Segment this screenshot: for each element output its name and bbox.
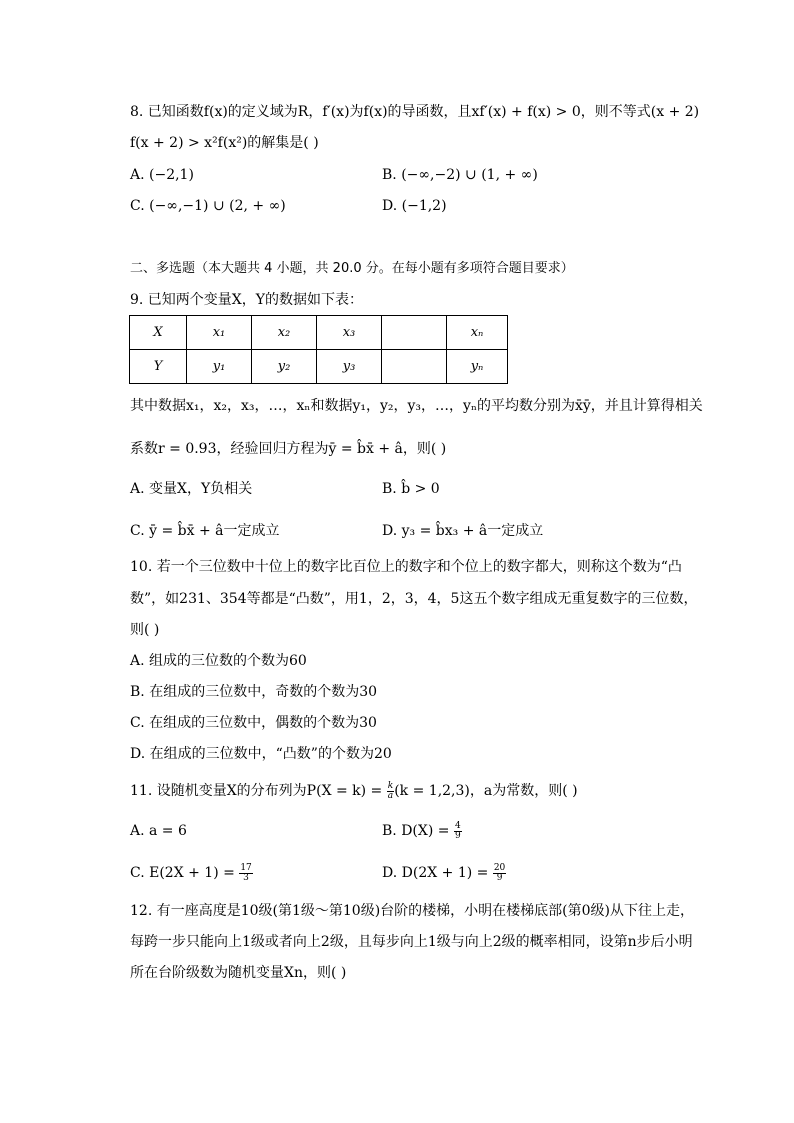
q8-option-d: D. (−1,2) (382, 198, 447, 214)
table-cell: y₁ (187, 350, 252, 384)
q8-stem-line2: f(x + 2) > x²f(x²)的解集是( ) (130, 135, 319, 151)
table-cell: x₂ (252, 316, 317, 350)
q12-stem-line2: 每跨一步只能向上1级或者向上2级，且每步向上1级与向上2级的概率相同，设第n步后小明 (130, 934, 693, 950)
table-cell: y₂ (252, 350, 317, 384)
q8-option-c: C. (−∞,−1) ∪ (2, + ∞) (130, 198, 286, 214)
table-cell (382, 350, 447, 384)
q10-stem-line3: 则( ) (130, 622, 160, 638)
q9-option-d: D. y₃ = b̂x₃ + â一定成立 (382, 523, 544, 539)
q11-option-c (130, 863, 253, 883)
table-row-y (130, 350, 508, 384)
q10-stem-line1: 10. 若一个三位数中十位上的数字比百位上的数字和个位上的数字都大，则称这个数为“凸 (130, 559, 682, 575)
q8-option-a: A. (−2,1) (130, 167, 194, 183)
q12-stem-line3: 所在台阶级数为随机变量Xn，则( ) (130, 965, 347, 981)
table-cell: xₙ (447, 316, 508, 350)
q11-option-a: A. a = 6 (130, 823, 187, 839)
frac-denominator: 3 (243, 872, 249, 883)
q11-option-c-fraction (239, 864, 252, 883)
q11-option-b (382, 821, 462, 841)
q9-option-b: B. b̂ > 0 (382, 481, 440, 497)
frac-numerator: 20 (493, 862, 506, 873)
frac-denominator: 9 (454, 830, 461, 841)
table-cell: Y (130, 350, 187, 384)
q9-stem: 9. 已知两个变量X，Y的数据如下表： (130, 292, 364, 308)
q9-text-line3: 系数r = 0.93，经验回归方程为ȳ = b̂x̄ + â，则( ) (130, 441, 447, 457)
table-cell: yₙ (447, 350, 508, 384)
q11-frac-numerator: k (387, 780, 394, 791)
q11-option-c-text: C. E(2X + 1) = (130, 865, 240, 881)
q10-stem-line2: 数”，如231、354等都是“凸数”，用1，2，3，4，5这五个数字组成无重复数字的三位数， (130, 591, 698, 607)
q11-stem-pre: 11. 设随机变量X的分布列为P(X = k) = (130, 783, 387, 799)
frac-numerator: 17 (240, 862, 252, 873)
frac-numerator: 4 (454, 820, 461, 831)
q11-stem-post: (k = 1,2,3)，a为常数，则( ) (394, 783, 578, 799)
q8-stem-line1: 8. 已知函数f(x)的定义域为R，f′(x)为f(x)的导函数，且xf′(x) + f(x) > 0，则不等式(x + 2) (130, 104, 700, 120)
section-heading: 二、多选题（本大题共 4 小题，共 20.0 分。在每小题有多项符合题目要求） (130, 261, 574, 276)
q11-option-b-fraction (454, 822, 462, 841)
table-cell: x₃ (317, 316, 382, 350)
q11-option-d-text: D. D(2X + 1) = (382, 865, 493, 881)
table-row-x (130, 316, 508, 350)
q8-option-b: B. (−∞,−2) ∪ (1, + ∞) (382, 167, 538, 183)
table-cell (382, 316, 447, 350)
q12-stem-line1: 12. 有一座高度是10级(第1级～第10级)台阶的楼梯，小明在楼梯底部(第0级)从下往上走， (130, 903, 695, 919)
table-cell: x₁ (187, 316, 252, 350)
frac-denominator: 9 (496, 872, 503, 883)
q9-option-c: C. ȳ = b̂x̄ + â一定成立 (130, 523, 280, 539)
q10-option-c: C. 在组成的三位数中，偶数的个数为30 (130, 715, 377, 731)
q10-option-a: A. 组成的三位数的个数为60 (130, 653, 307, 669)
q11-frac-denominator: a (387, 790, 394, 801)
q11-stem (130, 781, 578, 801)
q11-option-b-text: B. D(X) = (382, 823, 454, 839)
q10-option-b: B. 在组成的三位数中，奇数的个数为30 (130, 684, 378, 700)
q10-option-d: D. 在组成的三位数中，“凸数”的个数为20 (130, 746, 392, 762)
q11-option-d-fraction (493, 864, 506, 883)
table-cell: X (130, 316, 187, 350)
q9-data-table (129, 315, 508, 384)
q11-option-d (382, 863, 506, 883)
q9-text-line2: 其中数据x₁，x₂，x₃，…，xₙ和数据y₁，y₂，y₃，…，yₙ的平均数分别为x̄ȳ，并且计算得相关 (130, 398, 703, 414)
table-cell: y₃ (317, 350, 382, 384)
q9-option-a: A. 变量X，Y负相关 (130, 481, 253, 497)
